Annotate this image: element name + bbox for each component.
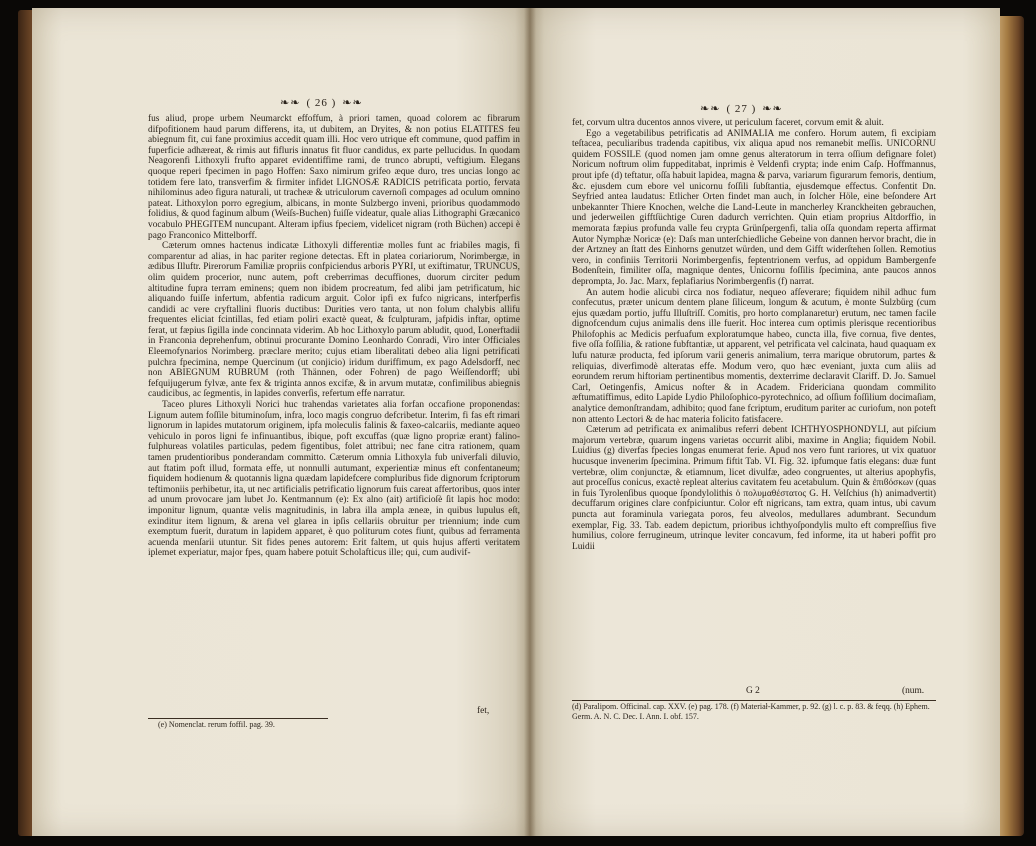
header-ornament-icon: ❧❧ — [342, 97, 363, 109]
paragraph: Ego a vegetabilibus petrificatis ad ANIMALIA me confero. Horum autem, fi excipiam teſtacea, peculiaribus tradenda capitibus, vix aliqua apud nos remanebit meſſis. UNICORNU quidem FOSSILE (quod nomen jam omne genus alteratorum in terra oſſium defignare folet) Noricum noftrum olim fuppeditabat, inprimis è Veldenfi crypta; inde enim Caſp. Hoffmannus, prout ipfe (d) teftatur, oſſa habuit lapidea, magna & parva, variarum figurarum femoris, dentium, &c. ejusdem cum ebore vel unicornu foſſili ſubſtantia, ejusdemque effectus. Confentit Dn. Seyfried antea laudatus: Etlicher Orten findet man auch, in ſolcher Höle, eine beſondere Art unbekannter Thiere Knochen, welche die Land-Leute in mancherley Kranckheiten gebrauchen, und jederweilen gifftſüchtige Curen dadurch verrichten. Quin etiam proprius Altdorffio, in memorata fæpius profunda valle feu crypta Grünſpergenfi, talia oſſa quondam reperta affirmat Autor Nymphæ Noricæ (e): Daſs man unterſchiedliche Gebeine von dannen hervor bracht, die in der Artzney an ſtatt des Einhorns genutzet würden, und dem Gifft widerſtehen ſollen. Remotius vero, in confiniis Territorii Norimbergenfis, feptentrionem verfus, ad oppidum Bambergenfe Bodenſtein, fimiliter oſſa, magnique dentes, Unicornu foſſilis ſpecimina, ante paucos annos deprompta, Jo. Jac. Marx, feplafiarius Norimbergenfis (f) narrat. — [572, 128, 936, 287]
header-ornament-icon: ❧❧ — [280, 97, 301, 109]
header-ornament-icon: ❧❧ — [700, 103, 721, 115]
footnote-rule — [572, 700, 936, 701]
footnote: (d) Paralipom. Officinal. cap. XXV. (e) pag. 178. (f) Materiał-Kammer, p. 92. (g) l. c. p. 83. & feqq. (h) Ephem. Germ. A. N. C. Dec. I. Ann. I. obf. 157. — [572, 702, 930, 721]
left-page-body — [148, 114, 520, 716]
left-page — [32, 8, 530, 836]
paragraph: Cæterum ad petrificata ex animalibus referri debent ICHTHYOSPHONDYLI, aut piſcium majorum vertebræ, quarum ingens varietas occurrit alibi, maxime in Anglia; fiquidem Nobil. Luidius (g) diverfas fpecies longas enumerat ferie. Apud nos vero funt rariores, ut vix quatuor hucusque invenerim ſpecimina. Primum fiftit Tab. VI. Fig. 32. ipfumque fatis elegans: duæ funt vertebræ, olim conjunctæ, & etiamnum, licet divulfæ, adeo congruentes, ut alterius apophyfis, aut proceſſus conicus, exactè repleat alterius cavitatem feu acetabulum. Quin & ἐπιϐόσκων (quas in fuis Tyrolenſibus quoque ſpondylolithis ὁ πολυμαθέστατος G. H. Velſchius (h) animadvertit) decuffarum origines clare confpiciuntur. Color eft nigricans, tam extra, quam intus, ubi cavum puncta aut foraminula variegata poros, feu alveolos, medullares adumbrant. Secundum exemplar, Fig. 33. Tab. eadem depictum, prioribus ichthyoſpondylis multo eft compreſſius five humilius, colore ferrugineum, utrinque leviter concavum, fed informe, ita ut haberi poffit pro Luidii — [572, 425, 936, 552]
page-number: ( 27 ) — [726, 102, 757, 115]
paragraph: Taceo plures Lithoxyli Norici huc trahendas varietates alia forfan occafione proponendas: Lignum autem foſſile bituminoſum, infra, loco magis congruo defcribetur. Interim, fi fas eft rimari lignorum in lapides mutatorum originem, ipfa moleculis falinis & faxeo-calcariis, mediante aqueo vehiculo in poros ligni fe infinuantibus, ibique, poft excuffas (quæ ligno propriæ erant) falino-fulphureas volatiles particulas, pedem figentibus, folet attribui; nec fane citra rationem, quam tamen prudentioribus ponderandam committo. Cæterum omnia Lithoxyla fub univerfali diluvio, aut ftatim poft illud, formata effe, ut nonnulli autumant, experientiæ minus eft confentaneum; fiquidem hodienum & quotannis ligna quædam lapidefcere compluribus fide dignorum fcriptorum teftimoniis perhibetur, ita, ut nec artificialis petrificatio lignorum fuis careat affertoribus, quos inter ad unum provocare jam lubet Jo. Kentmannum (e): Ex alno (ait) artificioſè ſit lapis hoc modo: imponitur lignum, quantæ velis magnitudinis, in labra illa ampla æneæ, in quibus lupulus eſt, exinditur item lignum, & arena vel glarea in ipſis cellariis obruitur per triennium; inde cum exemptum fuerit, duratum in lapidem apparet, è quo politurum cotes fiunt, quibus ad ferramenta acuenda menſarii utuntur. Sit fides penes autorem: Erit faltem, ut quis hujus afferti veritatem iplemet experiatur, major fpes, quam habere potuit Scholafticus ille; qui, cum audivif- — [148, 400, 520, 559]
right-page — [530, 8, 1000, 836]
right-page-header — [700, 102, 783, 115]
open-book — [8, 6, 1028, 840]
footnote: (e) Nomenclat. rerum foffil. pag. 39. — [158, 720, 275, 729]
footnote-rule — [148, 718, 328, 719]
paragraph: Cæterum omnes hactenus indicatæ Lithoxyli differentiæ molles funt ac friabiles magis, fi comparentur ad alias, in hac pariter regione detectas. Eft in platea coriariorum, Norimbergæ, in ædibus Illuftr. Pirerorum Familiæ propriis confpiciendus arboris PYRI, ut exiftimatur, TRUNCUS, olim quidem procerior, nunc autem, poft creberrimas decuffiones, duorum circiter pedum altitudine fupra terram eminens; quem non ibidem procreatum, fed alibi jam petrificatum, hic aliquando fuiſſe infertum, abfentia radicum arguit. Color ipfi ex fufco nigricans, interfperfis candidi ac vere cryftallini fluoris ductibus: Durities vero tanta, ut non folum chalybis allifu frequentes eliciat fcintillas, fed etiam poliri exactè queat, & fculpturam, jafpidis inftar, optime ferat, ut fæpius ſigilla inde concinnata viderim. Ab hoc Lithoxylo parum abludit, quod, Lonerftadii in Franconia deprehenfum, obtinui procurante Domino Leonhardo Conradi, Viro inter Officiales Eleemofynarios Norimberg. præclare merito; cujus etiam liberalitati debeo alia ligni petrificati pulchra fpecimina, nempe Quercinum (ut conjicio) iridum duriffimum, ex pago Adelsdorff, nec non ABIEGNUM RUBRUM (roth Thännen, oder Fohren) de pago Weiſſendorff; ubi fefquijugerum fylvæ, ante fex & triginta annos excifæ, & in arvum mutatæ, confimilibus abiegnis caudicibus, ac ſegmentis, in lapides converſis, refertum effe narratur. — [148, 241, 520, 400]
page-number: ( 26 ) — [306, 96, 337, 109]
right-page-body — [572, 118, 936, 690]
signature-mark: G 2 — [746, 686, 760, 696]
catchword: (num. — [902, 686, 925, 696]
catchword: fet, — [477, 706, 490, 716]
paragraph: fet, corvum ultra ducentos annos vivere, ut periculum faceret, corvum emit & aluit. — [572, 118, 884, 128]
paragraph: fus aliud, prope urbem Neumarckt effoffum, à priori tamen, quoad colorem ac fibrarum difpofitionem haud parum differens, ita, ut dubitem, an Dryites, & non potius ELATITES feu abiegnum fit, cui fane proximius accedit quam illi. Hoc vero utrique eft commune, quod paffim in fuperficie adhæreat, & rimis aut fifluris innatus fit fluor candidus, ex parte pellucidus. In quodam Neagorenfi Lithoxyli frufto apparet evidentiffime rami, de trunco abrupti, veftigium. Elegans quoque reperi fpecimen in pago Hoffen: Saxo nimirum grifeo æque duro, tres uncias longo ac totidem fere lato, transverfim & firmiter infidet LIGNOSÆ RADICIS petrificata portio, fervata nihilominus adeo figura naturali, ut tracheæ & utriculorum cavernoſi compages ad oculum omnino pateat. Lithoxylon porro egregium, albicans, in monte Sulzbergo inveni, prioribus quodammodo folidius, & quod faginum album (Weiſs-Buchen) fuiſſe videatur, quale alias Lithographi Græcanico vocabulo PHEGITEM nuncupant. Alteram ipfius fpeciem, videlicet nigram (roth Büchen) accepi è pago Franconico Mittelborff. — [148, 114, 520, 241]
book-cover-right-edge — [996, 16, 1024, 836]
book-gutter — [524, 8, 536, 836]
header-ornament-icon: ❧❧ — [762, 103, 783, 115]
paragraph: An autem hodie alicubi circa nos fodiatur, nequeo afſeverare; fiquidem nihil adhuc fum confecutus, præter unicum dentem plane ſiliceum, longum & acutum, è monte Sulzbürg (cum ejus quædam portio, juffu Illuſtriſſ. Comitis, pro horto complanaretur) erutum, nec tamen facile dignofcendum cujus animalis dens ille fuerit. Hoc interea cum optimis plerisque recentioribus Philofophis ac Medicis perfuafum exploratumque habeo, cuncta illa, five cornua, five dentes, five oſſa foſſilia, & ratione fubftantiæ, ut apparent, vel petrificata vel calcinata, haud quaquam ex lufu naturæ producta, fed ipſorum varii generis animalium, terra marique obrutorum, partes & reliquias, diverfimodè alteratas effe. Modum vero, quo hæc eveniant, juxta cum aliis ad eorundem rerum hiftoriam pertinentibus momentis, dexterrime declaravit Clariff. D. Jo. Samuel Carl, Oetingenfis, Amicus nofter & in Academ. Fridericiana quondam commilito æftumatiffimus, edito Lapide Lydio Philoſophico-pyrotechnico, ad oſſium foſſilium docimaſiam, analytice demonſtrandam, adhibito; quod fane fcriptum, eruditum pariter ac curiofum, non poteft non attento Lectori & de hac materia folicito fatisfacere. — [572, 287, 936, 425]
left-page-header — [280, 96, 363, 109]
